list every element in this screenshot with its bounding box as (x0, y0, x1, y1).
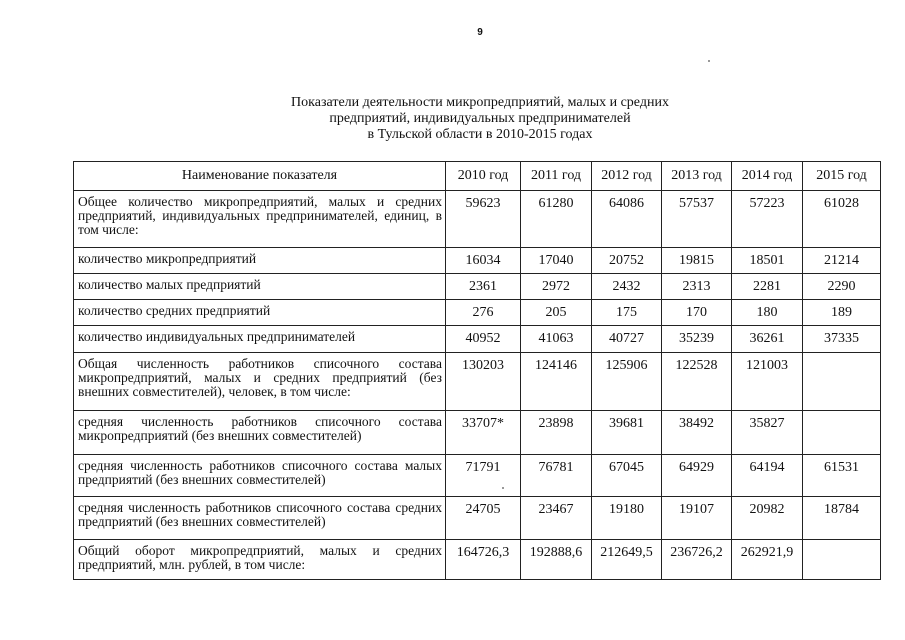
table-row (74, 540, 881, 580)
cell-2015: 2290 (803, 274, 881, 300)
cell-2012: 64086 (592, 191, 662, 248)
cell-2013: 19107 (662, 497, 732, 540)
cell-2014: 18501 (732, 248, 803, 274)
cell-2012: 39681 (592, 411, 662, 455)
cell-2015: 189 (803, 300, 881, 326)
document-title (0, 95, 905, 143)
table-row (74, 455, 881, 497)
table-row (74, 274, 881, 300)
row-name: количество малых предприятий (74, 274, 446, 300)
cell-2014: 180 (732, 300, 803, 326)
cell-2013: 236726,2 (662, 540, 732, 580)
cell-2010: 59623 (446, 191, 521, 248)
table-row (74, 191, 881, 248)
cell-2013: 38492 (662, 411, 732, 455)
header-2014: 2014 год (732, 162, 803, 191)
cell-2013: 57537 (662, 191, 732, 248)
cell-2010: 276 (446, 300, 521, 326)
cell-2011: 23467 (521, 497, 592, 540)
cell-2012: 2432 (592, 274, 662, 300)
cell-2011: 192888,6 (521, 540, 592, 580)
cell-2015: 61531 (803, 455, 881, 497)
cell-2011: 2972 (521, 274, 592, 300)
cell-2011: 41063 (521, 326, 592, 353)
cell-2010: 71791 (446, 455, 521, 497)
cell-2014: 35827 (732, 411, 803, 455)
header-2013: 2013 год (662, 162, 732, 191)
cell-2011: 61280 (521, 191, 592, 248)
cell-2014: 262921,9 (732, 540, 803, 580)
cell-2012: 67045 (592, 455, 662, 497)
cell-2010: 2361 (446, 274, 521, 300)
row-name: Общее количество микропредприятий, малых и средних предприятий, индивидуальных предпринимателей, единиц, в том числе: (74, 191, 446, 248)
cell-2015: 21214 (803, 248, 881, 274)
cell-2015 (803, 540, 881, 580)
page-number: 9 (477, 27, 483, 38)
cell-2014: 36261 (732, 326, 803, 353)
table-row (74, 353, 881, 411)
cell-2012: 19180 (592, 497, 662, 540)
cell-2014: 57223 (732, 191, 803, 248)
row-name: количество микропредприятий (74, 248, 446, 274)
cell-2015 (803, 353, 881, 411)
cell-2010: 16034 (446, 248, 521, 274)
row-name: средняя численность работников списочного состава средних предприятий (без внешних совместителей) (74, 497, 446, 540)
scan-speck (502, 487, 504, 489)
cell-2013: 170 (662, 300, 732, 326)
cell-2014: 64194 (732, 455, 803, 497)
row-name: средняя численность работников списочного состава малых предприятий (без внешних совместителей) (74, 455, 446, 497)
cell-2012: 175 (592, 300, 662, 326)
cell-2012: 212649,5 (592, 540, 662, 580)
cell-2010: 24705 (446, 497, 521, 540)
cell-2012: 40727 (592, 326, 662, 353)
cell-2013: 2313 (662, 274, 732, 300)
cell-2011: 76781 (521, 455, 592, 497)
cell-2011: 205 (521, 300, 592, 326)
cell-2013: 64929 (662, 455, 732, 497)
cell-2015 (803, 411, 881, 455)
row-name: средняя численность работников списочного состава микропредприятий (без внешних совместителей) (74, 411, 446, 455)
cell-2015: 37335 (803, 326, 881, 353)
table-row (74, 497, 881, 540)
header-row (74, 162, 881, 191)
table-row (74, 300, 881, 326)
cell-2010: 40952 (446, 326, 521, 353)
cell-2015: 18784 (803, 497, 881, 540)
table-row (74, 248, 881, 274)
scan-speck (708, 60, 710, 62)
header-2012: 2012 год (592, 162, 662, 191)
header-2010: 2010 год (446, 162, 521, 191)
header-2015: 2015 год (803, 162, 881, 191)
indicators-table (73, 161, 881, 580)
table-row (74, 411, 881, 455)
cell-2013: 35239 (662, 326, 732, 353)
cell-2013: 122528 (662, 353, 732, 411)
cell-2014: 121003 (732, 353, 803, 411)
cell-2015: 61028 (803, 191, 881, 248)
row-name: Общий оборот микропредприятий, малых и средних предприятий, млн. рублей, в том числе: (74, 540, 446, 580)
cell-2010: 164726,3 (446, 540, 521, 580)
title-line-2: предприятий, индивидуальных предпринимателей (329, 111, 631, 126)
cell-2014: 2281 (732, 274, 803, 300)
cell-2012: 20752 (592, 248, 662, 274)
title-line-1: Показатели деятельности микропредприятий, малых и средних (291, 95, 669, 110)
cell-2010: 33707* (446, 411, 521, 455)
header-name: Наименование показателя (74, 162, 446, 191)
table-row (74, 326, 881, 353)
row-name: количество индивидуальных предпринимателей (74, 326, 446, 353)
cell-2014: 20982 (732, 497, 803, 540)
cell-2013: 19815 (662, 248, 732, 274)
row-name: количество средних предприятий (74, 300, 446, 326)
cell-2011: 124146 (521, 353, 592, 411)
cell-2012: 125906 (592, 353, 662, 411)
row-name: Общая численность работников списочного состава микропредприятий, малых и средних предприятий (без внешних совместителей), человек, в том числе: (74, 353, 446, 411)
header-2011: 2011 год (521, 162, 592, 191)
cell-2010: 130203 (446, 353, 521, 411)
cell-2011: 23898 (521, 411, 592, 455)
title-line-3: в Тульской области в 2010-2015 годах (367, 127, 593, 142)
cell-2011: 17040 (521, 248, 592, 274)
